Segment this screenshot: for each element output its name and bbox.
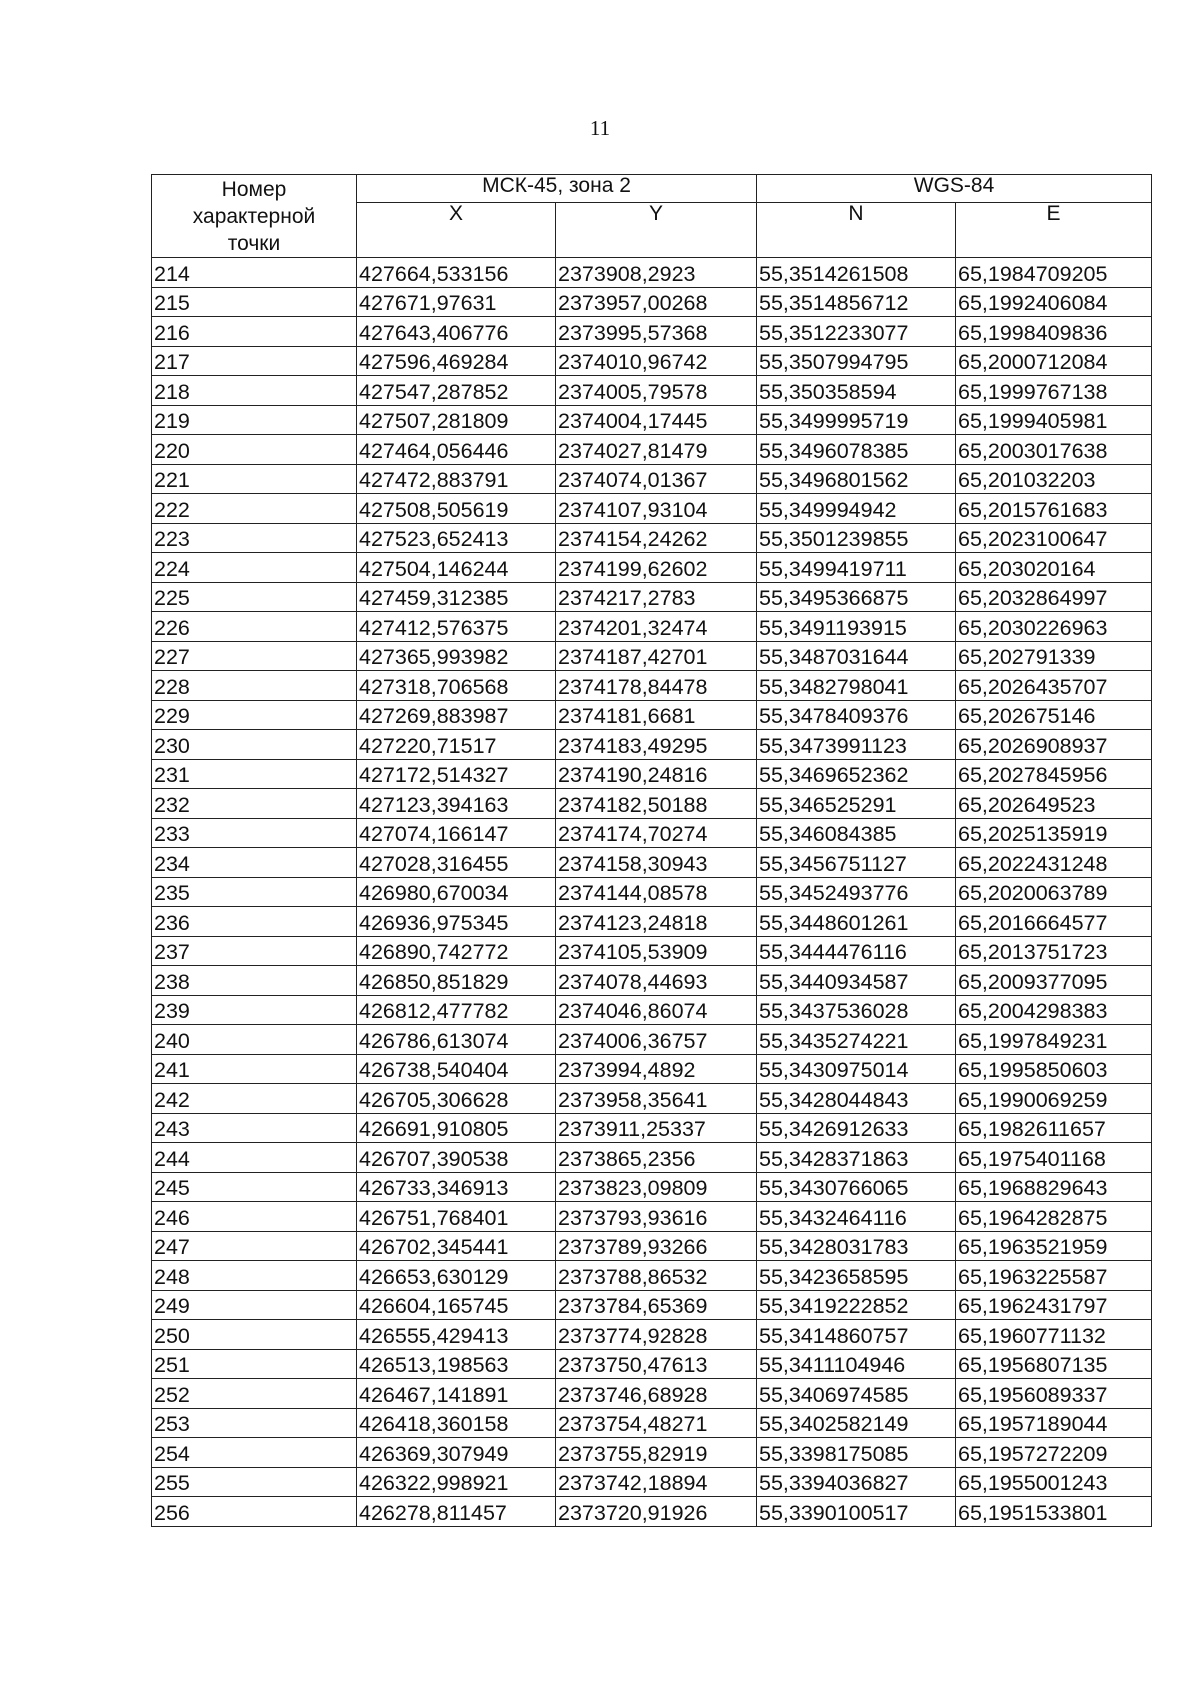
y-cell: 2374123,24818: [556, 907, 757, 937]
e-cell: 65,1962431797: [956, 1290, 1152, 1320]
y-cell: 2373908,2923: [556, 258, 757, 288]
y-cell: 2374201,32474: [556, 612, 757, 642]
x-cell: 426513,198563: [357, 1349, 556, 1379]
point-number-cell: 228: [152, 671, 357, 701]
point-number-cell: 256: [152, 1497, 357, 1527]
e-cell: 65,2032864997: [956, 582, 1152, 612]
e-cell: 65,2015761683: [956, 494, 1152, 524]
y-cell: 2373789,93266: [556, 1231, 757, 1261]
x-cell: 426936,975345: [357, 907, 556, 937]
x-cell: 427664,533156: [357, 258, 556, 288]
x-cell: 427464,056446: [357, 435, 556, 465]
x-cell: 426786,613074: [357, 1025, 556, 1055]
e-cell: 65,2027845956: [956, 759, 1152, 789]
point-number-cell: 230: [152, 730, 357, 760]
table-row: [152, 494, 1152, 524]
x-cell: 427365,993982: [357, 641, 556, 671]
n-cell: 55,3473991123: [757, 730, 956, 760]
e-cell: 65,1995850603: [956, 1054, 1152, 1084]
x-cell: 426850,851829: [357, 966, 556, 996]
e-cell: 65,2016664577: [956, 907, 1152, 937]
table-row: [152, 995, 1152, 1025]
x-cell: 427671,97631: [357, 287, 556, 317]
y-cell: 2373720,91926: [556, 1497, 757, 1527]
n-cell: 55,346525291: [757, 789, 956, 819]
e-cell: 65,1998409836: [956, 317, 1152, 347]
point-number-cell: 250: [152, 1320, 357, 1350]
x-cell: 427547,287852: [357, 376, 556, 406]
table-row: [152, 553, 1152, 583]
x-cell: 427318,706568: [357, 671, 556, 701]
e-cell: 65,1956807135: [956, 1349, 1152, 1379]
x-cell: 426369,307949: [357, 1438, 556, 1468]
y-cell: 2374105,53909: [556, 936, 757, 966]
point-number-cell: 219: [152, 405, 357, 435]
x-cell: 426980,670034: [357, 877, 556, 907]
e-cell: 65,2004298383: [956, 995, 1152, 1025]
e-cell: 65,2009377095: [956, 966, 1152, 996]
n-cell: 55,3487031644: [757, 641, 956, 671]
n-cell: 55,3428031783: [757, 1231, 956, 1261]
y-cell: 2374010,96742: [556, 346, 757, 376]
point-number-cell: 237: [152, 936, 357, 966]
table-row: [152, 1113, 1152, 1143]
n-cell: 55,3512233077: [757, 317, 956, 347]
e-cell: 65,2026908937: [956, 730, 1152, 760]
n-cell: 55,3469652362: [757, 759, 956, 789]
point-number-cell: 229: [152, 700, 357, 730]
e-cell: 65,2030226963: [956, 612, 1152, 642]
y-cell: 2374174,70274: [556, 818, 757, 848]
point-number-cell: 235: [152, 877, 357, 907]
n-cell: 55,3440934587: [757, 966, 956, 996]
n-cell: 55,3435274221: [757, 1025, 956, 1055]
point-number-cell: 227: [152, 641, 357, 671]
table-row: [152, 287, 1152, 317]
x-cell: 426322,998921: [357, 1467, 556, 1497]
n-cell: 55,3411104946: [757, 1349, 956, 1379]
n-cell: 55,3390100517: [757, 1497, 956, 1527]
point-number-cell: 241: [152, 1054, 357, 1084]
n-cell: 55,3491193915: [757, 612, 956, 642]
y-cell: 2373957,00268: [556, 287, 757, 317]
n-cell: 55,3452493776: [757, 877, 956, 907]
y-cell: 2374178,84478: [556, 671, 757, 701]
x-cell: 426733,346913: [357, 1172, 556, 1202]
e-cell: 65,2000712084: [956, 346, 1152, 376]
y-cell: 2373754,48271: [556, 1408, 757, 1438]
point-number-cell: 214: [152, 258, 357, 288]
y-cell: 2374107,93104: [556, 494, 757, 524]
e-cell: 65,2003017638: [956, 435, 1152, 465]
table-row: [152, 936, 1152, 966]
point-number-cell: 244: [152, 1143, 357, 1173]
x-cell: 427523,652413: [357, 523, 556, 553]
point-number-cell: 242: [152, 1084, 357, 1114]
y-cell: 2373755,82919: [556, 1438, 757, 1468]
n-cell: 55,3423658595: [757, 1261, 956, 1291]
n-cell: 55,3398175085: [757, 1438, 956, 1468]
e-cell: 65,1960771132: [956, 1320, 1152, 1350]
table-row: [152, 671, 1152, 701]
table-row: [152, 405, 1152, 435]
y-cell: 2374158,30943: [556, 848, 757, 878]
e-cell: 65,202791339: [956, 641, 1152, 671]
n-cell: 55,3402582149: [757, 1408, 956, 1438]
table-row: [152, 641, 1152, 671]
e-cell: 65,1990069259: [956, 1084, 1152, 1114]
e-cell: 65,1975401168: [956, 1143, 1152, 1173]
point-number-cell: 254: [152, 1438, 357, 1468]
n-cell: 55,3507994795: [757, 346, 956, 376]
n-cell: 55,3414860757: [757, 1320, 956, 1350]
y-cell: 2374199,62602: [556, 553, 757, 583]
y-cell: 2373958,35641: [556, 1084, 757, 1114]
n-cell: 55,350358594: [757, 376, 956, 406]
table-row: [152, 612, 1152, 642]
y-cell: 2373784,65369: [556, 1290, 757, 1320]
table-row: [152, 1143, 1152, 1173]
x-cell: 426705,306628: [357, 1084, 556, 1114]
table-row: [152, 1497, 1152, 1527]
n-cell: 55,3514856712: [757, 287, 956, 317]
point-number-cell: 251: [152, 1349, 357, 1379]
column-header-x: X: [357, 203, 556, 258]
y-cell: 2373911,25337: [556, 1113, 757, 1143]
y-cell: 2373750,47613: [556, 1349, 757, 1379]
x-cell: 427508,505619: [357, 494, 556, 524]
x-cell: 426751,768401: [357, 1202, 556, 1232]
y-cell: 2374154,24262: [556, 523, 757, 553]
table-row: [152, 789, 1152, 819]
e-cell: 65,2025135919: [956, 818, 1152, 848]
point-number-cell: 222: [152, 494, 357, 524]
y-cell: 2373793,93616: [556, 1202, 757, 1232]
table-row: [152, 759, 1152, 789]
table-row: [152, 1261, 1152, 1291]
point-number-cell: 225: [152, 582, 357, 612]
x-cell: 427074,166147: [357, 818, 556, 848]
point-number-cell: 217: [152, 346, 357, 376]
table-row: [152, 1408, 1152, 1438]
table-row: [152, 818, 1152, 848]
point-number-cell: 239: [152, 995, 357, 1025]
y-cell: 2374182,50188: [556, 789, 757, 819]
x-cell: 427028,316455: [357, 848, 556, 878]
e-cell: 65,2026435707: [956, 671, 1152, 701]
y-cell: 2374006,36757: [556, 1025, 757, 1055]
point-number-cell: 246: [152, 1202, 357, 1232]
e-cell: 65,202649523: [956, 789, 1152, 819]
n-cell: 55,3430975014: [757, 1054, 956, 1084]
point-number-cell: 255: [152, 1467, 357, 1497]
x-cell: 426653,630129: [357, 1261, 556, 1291]
y-cell: 2373994,4892: [556, 1054, 757, 1084]
coordinates-table: [151, 174, 1152, 1527]
x-cell: 426555,429413: [357, 1320, 556, 1350]
y-cell: 2374004,17445: [556, 405, 757, 435]
n-cell: 55,3499995719: [757, 405, 956, 435]
x-cell: 426738,540404: [357, 1054, 556, 1084]
column-header-e: E: [956, 203, 1152, 258]
y-cell: 2373865,2356: [556, 1143, 757, 1173]
x-cell: 426604,165745: [357, 1290, 556, 1320]
y-cell: 2374046,86074: [556, 995, 757, 1025]
table-row: [152, 1054, 1152, 1084]
n-cell: 55,3495366875: [757, 582, 956, 612]
y-cell: 2373995,57368: [556, 317, 757, 347]
n-cell: 55,3428371863: [757, 1143, 956, 1173]
x-cell: 427220,71517: [357, 730, 556, 760]
point-number-cell: 240: [152, 1025, 357, 1055]
point-number-cell: 245: [152, 1172, 357, 1202]
e-cell: 65,1957272209: [956, 1438, 1152, 1468]
n-cell: 55,3444476116: [757, 936, 956, 966]
point-number-cell: 224: [152, 553, 357, 583]
y-cell: 2373742,18894: [556, 1467, 757, 1497]
x-cell: 426890,742772: [357, 936, 556, 966]
table-row: [152, 1025, 1152, 1055]
point-number-cell: 218: [152, 376, 357, 406]
table-row: [152, 1379, 1152, 1409]
table-row: [152, 1438, 1152, 1468]
y-cell: 2374187,42701: [556, 641, 757, 671]
point-number-cell: 234: [152, 848, 357, 878]
y-cell: 2374005,79578: [556, 376, 757, 406]
point-number-cell: 252: [152, 1379, 357, 1409]
e-cell: 65,203020164: [956, 553, 1152, 583]
e-cell: 65,202675146: [956, 700, 1152, 730]
y-cell: 2374027,81479: [556, 435, 757, 465]
column-header-n: N: [757, 203, 956, 258]
table-row: [152, 700, 1152, 730]
table-row: [152, 1202, 1152, 1232]
n-cell: 55,3499419711: [757, 553, 956, 583]
y-cell: 2374078,44693: [556, 966, 757, 996]
point-number-cell: 215: [152, 287, 357, 317]
y-cell: 2374190,24816: [556, 759, 757, 789]
n-cell: 55,346084385: [757, 818, 956, 848]
e-cell: 65,1957189044: [956, 1408, 1152, 1438]
e-cell: 65,1955001243: [956, 1467, 1152, 1497]
table-row: [152, 258, 1152, 288]
e-cell: 65,1968829643: [956, 1172, 1152, 1202]
point-number-cell: 220: [152, 435, 357, 465]
point-number-cell: 231: [152, 759, 357, 789]
n-cell: 55,3430766065: [757, 1172, 956, 1202]
table-row: [152, 907, 1152, 937]
x-cell: 427412,576375: [357, 612, 556, 642]
point-number-cell: 223: [152, 523, 357, 553]
point-number-cell: 216: [152, 317, 357, 347]
e-cell: 65,1951533801: [956, 1497, 1152, 1527]
point-number-cell: 226: [152, 612, 357, 642]
e-cell: 65,1963521959: [956, 1231, 1152, 1261]
x-cell: 427472,883791: [357, 464, 556, 494]
e-cell: 65,1984709205: [956, 258, 1152, 288]
y-cell: 2373823,09809: [556, 1172, 757, 1202]
point-number-cell: 248: [152, 1261, 357, 1291]
n-cell: 55,3419222852: [757, 1290, 956, 1320]
table-row: [152, 966, 1152, 996]
table-row: [152, 317, 1152, 347]
wgs-group-header: WGS-84: [757, 175, 1152, 203]
point-number-cell: 253: [152, 1408, 357, 1438]
table-row: [152, 346, 1152, 376]
e-cell: 65,1999405981: [956, 405, 1152, 435]
point-number-cell: 233: [152, 818, 357, 848]
table-row: [152, 582, 1152, 612]
page-number: 11: [589, 116, 611, 140]
point-number-cell: 232: [152, 789, 357, 819]
table-row: [152, 376, 1152, 406]
x-cell: 426278,811457: [357, 1497, 556, 1527]
x-cell: 426691,910805: [357, 1113, 556, 1143]
e-cell: 65,2013751723: [956, 936, 1152, 966]
msk-group-header: МСК-45, зона 2: [357, 175, 757, 203]
n-cell: 55,3406974585: [757, 1379, 956, 1409]
table-row: [152, 1467, 1152, 1497]
n-cell: 55,3437536028: [757, 995, 956, 1025]
n-cell: 55,3514261508: [757, 258, 956, 288]
y-cell: 2374144,08578: [556, 877, 757, 907]
point-number-header: Номер характерной точки: [152, 175, 357, 258]
n-cell: 55,3478409376: [757, 700, 956, 730]
point-number-cell: 247: [152, 1231, 357, 1261]
table-row: [152, 730, 1152, 760]
x-cell: 426812,477782: [357, 995, 556, 1025]
n-cell: 55,3496078385: [757, 435, 956, 465]
e-cell: 65,1956089337: [956, 1379, 1152, 1409]
x-cell: 427507,281809: [357, 405, 556, 435]
x-cell: 427459,312385: [357, 582, 556, 612]
e-cell: 65,2023100647: [956, 523, 1152, 553]
n-cell: 55,3456751127: [757, 848, 956, 878]
y-cell: 2374217,2783: [556, 582, 757, 612]
table-row: [152, 1320, 1152, 1350]
x-cell: 426702,345441: [357, 1231, 556, 1261]
n-cell: 55,3394036827: [757, 1467, 956, 1497]
y-cell: 2373788,86532: [556, 1261, 757, 1291]
e-cell: 65,1997849231: [956, 1025, 1152, 1055]
e-cell: 65,2022431248: [956, 848, 1152, 878]
e-cell: 65,1982611657: [956, 1113, 1152, 1143]
x-cell: 427504,146244: [357, 553, 556, 583]
table-row: [152, 1084, 1152, 1114]
n-cell: 55,3426912633: [757, 1113, 956, 1143]
n-cell: 55,349994942: [757, 494, 956, 524]
table-row: [152, 1172, 1152, 1202]
y-cell: 2374074,01367: [556, 464, 757, 494]
n-cell: 55,3428044843: [757, 1084, 956, 1114]
x-cell: 427596,469284: [357, 346, 556, 376]
x-cell: 427643,406776: [357, 317, 556, 347]
y-cell: 2373774,92828: [556, 1320, 757, 1350]
e-cell: 65,1999767138: [956, 376, 1152, 406]
x-cell: 426418,360158: [357, 1408, 556, 1438]
table-body: [152, 258, 1152, 1527]
e-cell: 65,1992406084: [956, 287, 1152, 317]
y-cell: 2374183,49295: [556, 730, 757, 760]
n-cell: 55,3501239855: [757, 523, 956, 553]
x-cell: 427172,514327: [357, 759, 556, 789]
column-header-y: Y: [556, 203, 757, 258]
point-number-cell: 221: [152, 464, 357, 494]
table-row: [152, 848, 1152, 878]
table-row: [152, 877, 1152, 907]
table-row: [152, 1349, 1152, 1379]
x-cell: 427269,883987: [357, 700, 556, 730]
x-cell: 427123,394163: [357, 789, 556, 819]
table-row: [152, 1290, 1152, 1320]
x-cell: 426707,390538: [357, 1143, 556, 1173]
x-cell: 426467,141891: [357, 1379, 556, 1409]
n-cell: 55,3432464116: [757, 1202, 956, 1232]
point-number-cell: 238: [152, 966, 357, 996]
y-cell: 2374181,6681: [556, 700, 757, 730]
e-cell: 65,2020063789: [956, 877, 1152, 907]
table-row: [152, 1231, 1152, 1261]
table-row: [152, 464, 1152, 494]
y-cell: 2373746,68928: [556, 1379, 757, 1409]
n-cell: 55,3496801562: [757, 464, 956, 494]
e-cell: 65,1964282875: [956, 1202, 1152, 1232]
point-number-cell: 249: [152, 1290, 357, 1320]
e-cell: 65,1963225587: [956, 1261, 1152, 1291]
table-row: [152, 523, 1152, 553]
n-cell: 55,3448601261: [757, 907, 956, 937]
table-row: [152, 435, 1152, 465]
point-number-cell: 243: [152, 1113, 357, 1143]
n-cell: 55,3482798041: [757, 671, 956, 701]
e-cell: 65,201032203: [956, 464, 1152, 494]
point-number-cell: 236: [152, 907, 357, 937]
